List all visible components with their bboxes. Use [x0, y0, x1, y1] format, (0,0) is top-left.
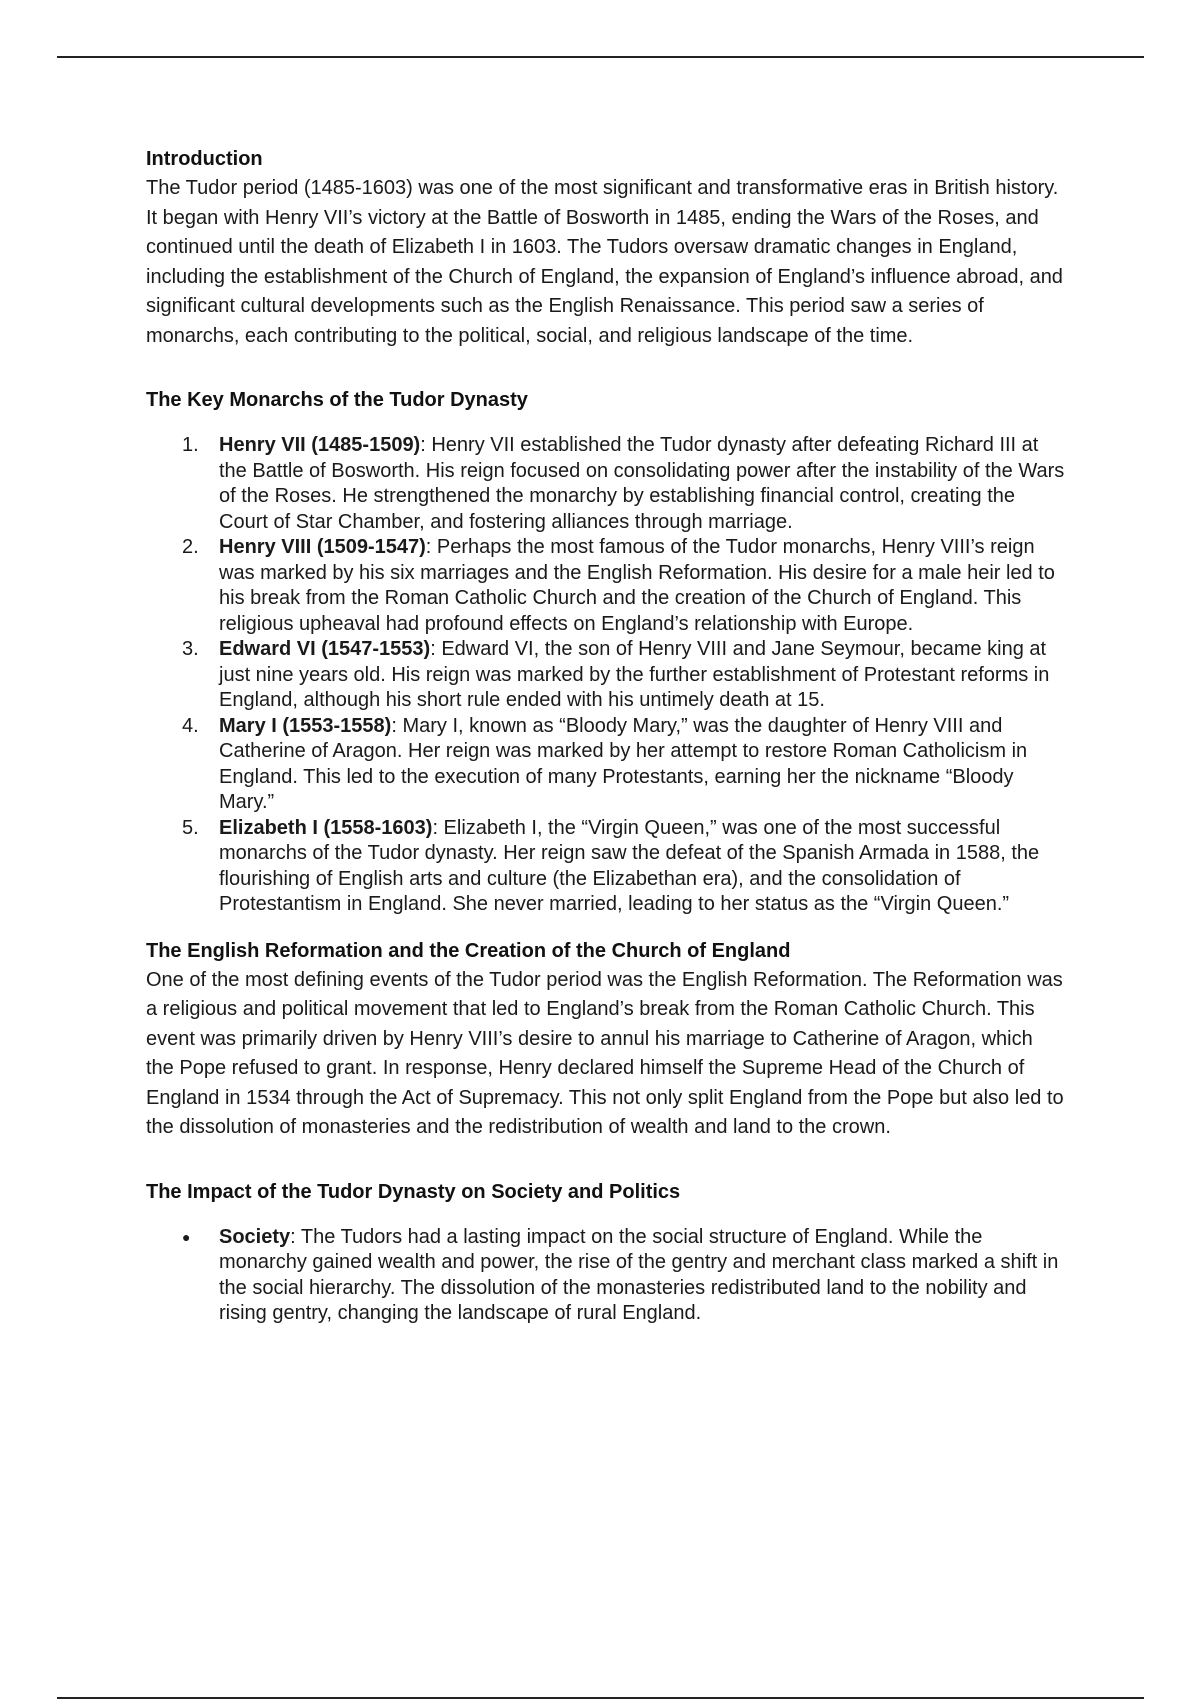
- list-number: 5.: [182, 816, 199, 839]
- list-number: 1.: [182, 434, 199, 456]
- list-item-text: : Perhaps the most famous of the Tudor monarchs, Henry VIII’s reign was marked by his six marriages and the English Reformation. His desire for a male heir led to his break from the Roman Catholic Church and the creation of the Church of England. This religious upheaval had profound effects on England’s relationship with Europe.: [219, 536, 1055, 635]
- list-item-title: Edward VI (1547-1553): [219, 638, 431, 660]
- list-item: [146, 637, 1066, 714]
- list-number: 2.: [182, 536, 199, 558]
- list-item-title: Henry VII (1485-1509): [219, 434, 421, 456]
- monarchs-list: [146, 433, 1066, 918]
- impact-list: [146, 1225, 1066, 1327]
- impact-section: [146, 1177, 1066, 1327]
- bottom-rule: [57, 1697, 1144, 1699]
- impact-heading: The Impact of the Tudor Dynasty on Society and Politics: [146, 1180, 681, 1203]
- list-item-title: Mary I (1553-1558): [219, 714, 392, 737]
- list-item-title: Elizabeth I (1558-1603): [219, 816, 433, 839]
- introduction-paragraph: The Tudor period (1485-1603) was one of the most significant and transformative eras in British history. It began with Henry VII’s victory at the Battle of Bosworth in 1485, ending the Wars of the Roses, and continued until the death of Elizabeth I in 1603. The Tudors oversaw dramatic changes in England, including the establishment of the Church of England, the expansion of England’s influence abroad, and significant cultural developments such as the English Renaissance. This period saw a series of monarchs, each contributing to the political, social, and religious landscape of the time.: [146, 177, 1063, 347]
- list-item-title: Henry VIII (1509-1547): [219, 536, 426, 558]
- list-number: 3.: [182, 638, 199, 660]
- list-item: [146, 535, 1066, 637]
- reformation-paragraph: One of the most defining events of the Tudor period was the English Reformation. The Reformation was a religious and political movement that led to England’s break from the Roman Catholic Church. This event was primarily driven by Henry VIII’s desire to annul his marriage to Catherine of Aragon, which the Pope refused to grant. In response, Henry declared himself the Supreme Head of the Church of England in 1534 through the Act of Supremacy. This not only split England from the Pope but also led to the dissolution of monasteries and the redistribution of wealth and land to the crown.: [146, 968, 1064, 1138]
- list-number: 4.: [182, 714, 199, 737]
- list-item: [146, 1225, 1066, 1327]
- list-item-text: : Henry VII established the Tudor dynasty after defeating Richard III at the Battle of Bosworth. His reign focused on consolidating power after the instability of the Wars of the Roses. He strengthened the monarchy by establishing financial control, creating the Court of Star Chamber, and fostering alliances through marriage.: [219, 434, 1065, 533]
- introduction-section: [146, 144, 1066, 351]
- monarchs-section: [146, 385, 1066, 918]
- list-item-text: : Mary I, known as “Bloody Mary,” was the daughter of Henry VIII and Catherine of Aragon. Her reign was marked by her attempt to restore Roman Catholicism in England. This led to the execution of many Protestants, earning her the nickname “Bloody Mary.”: [219, 714, 1028, 813]
- list-item-title: Society: [219, 1225, 291, 1248]
- top-rule: [57, 56, 1144, 58]
- list-item: [146, 816, 1066, 918]
- list-item-text: : Edward VI, the son of Henry VIII and Jane Seymour, became king at just nine years old. His reign was marked by the further establishment of Protestant reforms in England, although his short rule ended with his untimely death at 15.: [219, 638, 1050, 711]
- monarchs-heading: The Key Monarchs of the Tudor Dynasty: [146, 389, 528, 411]
- list-item: [146, 714, 1066, 816]
- introduction-heading: Introduction: [146, 148, 263, 170]
- bullet-icon: ●: [182, 1228, 191, 1245]
- list-item-text: : Elizabeth I, the “Virgin Queen,” was one of the most successful monarchs of the Tudor dynasty. Her reign saw the defeat of the Spanish Armada in 1588, the flourishing of English arts and culture (the Elizabethan era), and the consolidation of Protestantism in England. She never married, leading to her status as the “Virgin Queen.”: [219, 816, 1040, 915]
- list-item: [146, 433, 1066, 535]
- list-item-text: : The Tudors had a lasting impact on the social structure of England. While the monarchy gained wealth and power, the rise of the gentry and merchant class marked a shift in the social hierarchy. The dissolution of the monasteries redistributed land to the nobility and rising gentry, changing the landscape of rural England.: [219, 1225, 1059, 1324]
- reformation-section: [146, 936, 1066, 1143]
- document-body: [146, 144, 1066, 1327]
- reformation-heading: The English Reformation and the Creation of the Church of England: [146, 939, 791, 962]
